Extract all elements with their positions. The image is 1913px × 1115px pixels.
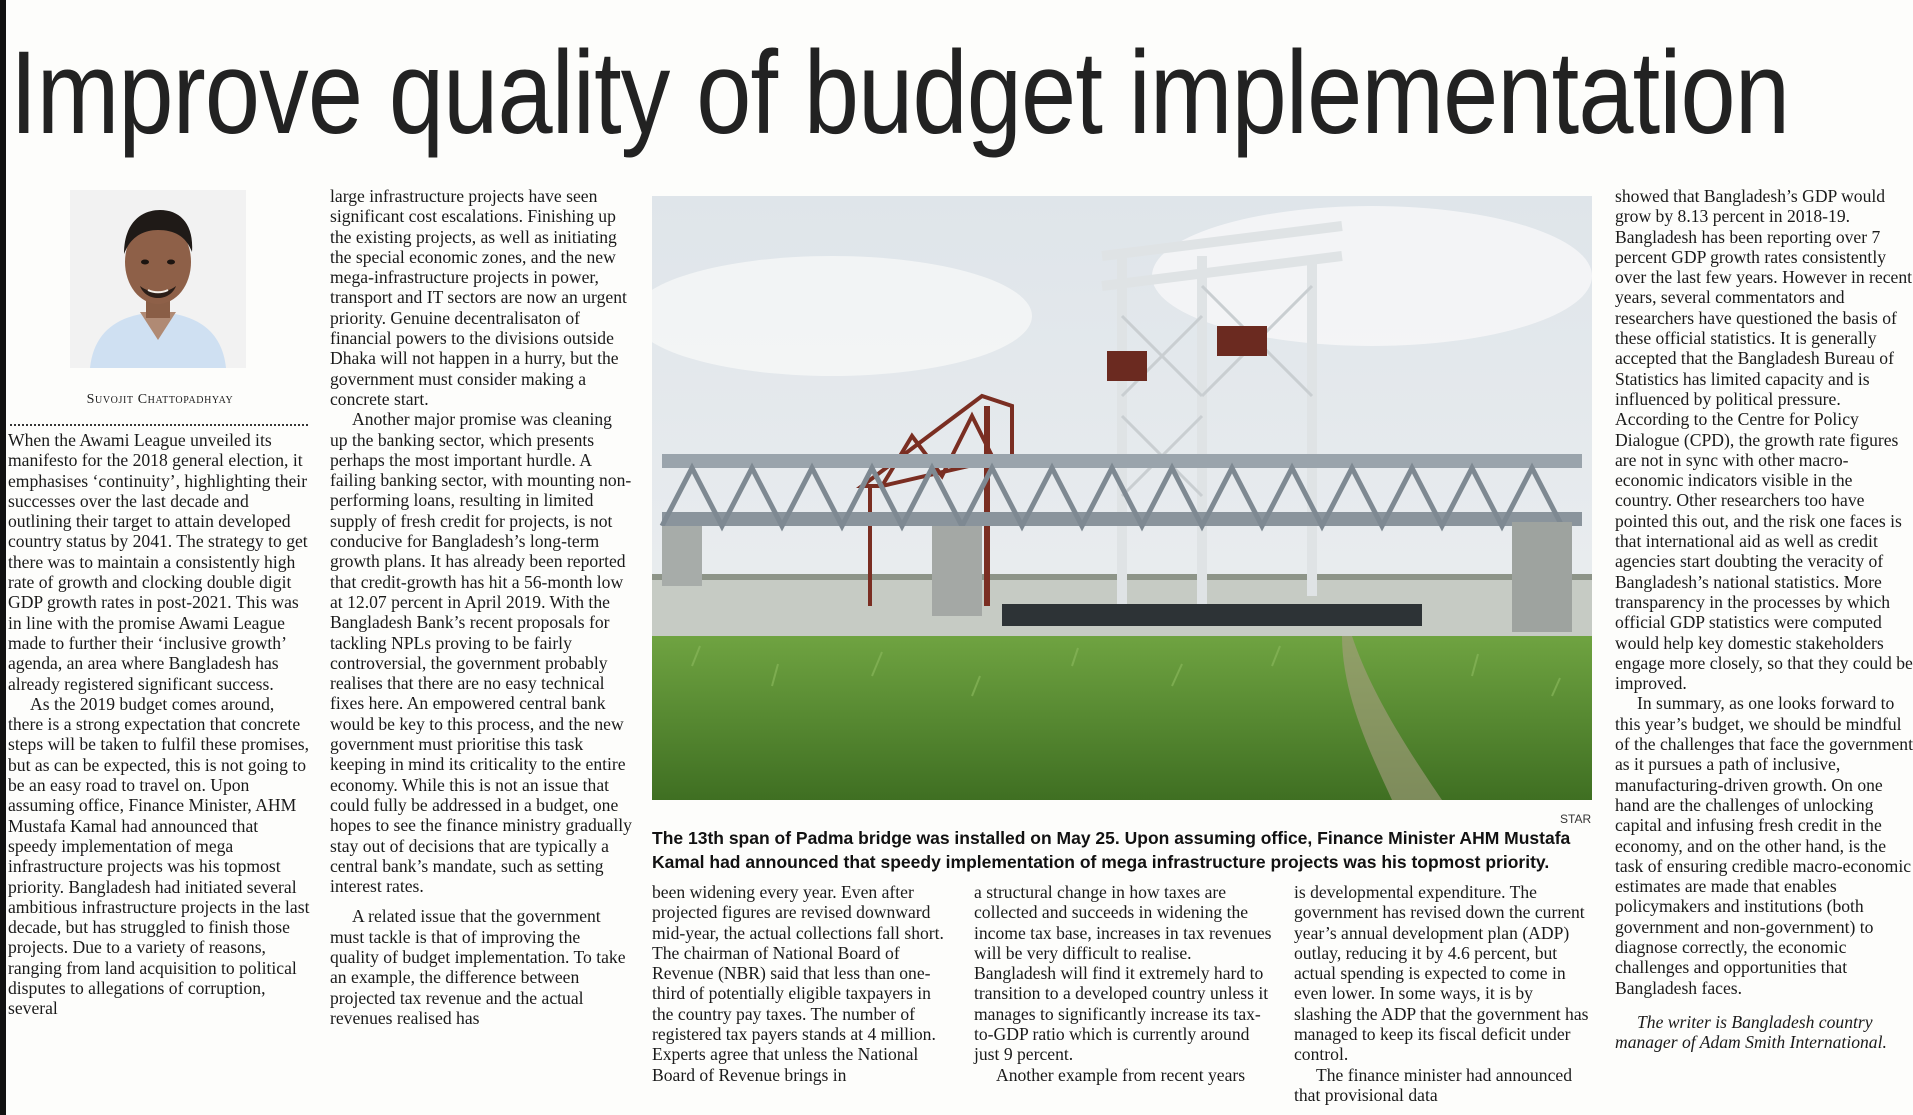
col2-paragraph-2: Another major promise was cleaning up the banking sector, which presents perhaps the most important hurdle. A failing banking sector, with mounting non-performing loans, resulting in limited supply of fresh credit for projects, is not conducive for Bangladesh’s long-term growth plans. It has already been reported that credit-growth has hit a 56-month low at 12.07 percent in April 2019. With the Bangladesh Bank’s recent proposals for tackling NPLs proving to be fairly controversial, the government probably realises that there are no easy technical fixes here. An empowered central bank would be key to this process, and the new government must prioritise this task keeping in mind its criticality to the entire economy. While this is not an issue that could fully be addressed in a budget, one hopes to see the finance ministry gradually stay out of decisions that are typically a central bank’s mandate, such as setting interest rates. xyxy=(330,409,632,897)
col6-paragraph-1: showed that Bangladesh’s GDP would grow by 8.13 percent in 2018-19. Bangladesh has been reporting over 7 percent GDP growth rates consistently over the last few years. However in recent years, several commentators and researchers have questioned the basis of these official statistics. It is generally accepted that the Bangladesh Bureau of Statistics has limited capacity and is influenced by political pressure. According to the Centre for Policy Dialogue (CPD), the growth rate figures are not in sync with other macro-economic indicators visible in the country. Other researchers too have pointed this out, and the risk one faces is that international aid as well as credit agencies start doubting the veracity of Bangladesh’s national statistics. More transparency in the processes by which official GDP statistics were computed would help key domestic stakeholders engage more closely, so that they could be improved. xyxy=(1615,186,1913,694)
col5-paragraph-1: is developmental expenditure. The government has revised down the current year’s annual development plan (ADP) outlay, reducing it by 4.6 percent, but actual spending is expected to come in even lower. In some ways, it is by slashing the ADP that the government has managed to keep its fiscal deficit under control. xyxy=(1294,882,1589,1065)
article-column-3 xyxy=(652,882,952,1085)
col3-paragraph-1: been widening every year. Even after projected figures are revised downward mid-year, the actual collections fall short. The chairman of National Board of Revenue (NBR) said that less than one-third of potentially eligible taxpayers in the country pay taxes. The number of registered tax payers stands at 4 million. Experts agree that unless the National Board of Revenue brings in xyxy=(652,882,944,1085)
author-byline: Suvojit Chattopadhyay xyxy=(86,392,234,407)
photo-credit: STAR xyxy=(1560,812,1592,826)
author-photo xyxy=(70,190,246,368)
col5-paragraph-2: The finance minister had announced that provisional data xyxy=(1294,1064,1572,1105)
article-column-5 xyxy=(1294,882,1594,1105)
headline: Improve quality of budget implementation xyxy=(10,27,1790,159)
caption-line-2: Kamal had announced that speedy implementation of mega infrastructure projects was his topmost priority. xyxy=(652,852,1550,872)
photo-caption xyxy=(652,826,1602,874)
bridge-illustration xyxy=(652,196,1592,800)
article-column-4 xyxy=(974,882,1274,1085)
article-column-1 xyxy=(8,430,310,1019)
padma-bridge-photo xyxy=(652,196,1592,800)
col2-paragraph-1: large infrastructure projects have seen significant cost escalations. Finishing up the existing projects, as well as initiating the special economic zones, and the new mega-infrastructure projects in power, transport and IT sectors are now an urgent priority. Genuine decentralisaton of financial powers to the divisions outside Dhaka will not happen in a hurry, but the government must consider making a concrete start. xyxy=(330,186,627,409)
col1-paragraph-2: As the 2019 budget comes around, there is a strong expectation that concrete steps will be taken to fulfil these promises, but as can be expected, this is not going to be an easy road to travel on. Upon assuming office, Finance Minister, AHM Mustafa Kamal had announced that speedy implementation of mega infrastructure projects was his topmost priority. Bangladesh had initiated several ambitious infrastructure projects in the last decade, but has struggled to finish those projects. Due to a variety of reasons, ranging from land acquisition to political disputes to allegations of corruption, several xyxy=(8,693,310,1019)
author-portrait-image xyxy=(70,190,246,368)
col6-paragraph-2: In summary, as one looks forward to this year’s budget, we should be mindful of the challenges that face the government as it pursues a path of inclusive, manufacturing-driven growth. On one hand are the challenges of unlocking capital and infusing fresh credit in the economy, and on the other hand, is the task of ensuring credible macro-economic estimates are made that enables policymakers and institutions (both government and non-government) to diagnose correctly, the economic challenges and opportunities that Bangladesh faces. xyxy=(1615,693,1913,998)
article-column-2 xyxy=(330,186,632,1028)
caption-line-1: The 13th span of Padma bridge was installed on May 25. Upon assuming office, Finance Minister AHM Mustafa xyxy=(652,828,1571,848)
col1-paragraph-1: When the Awami League unveiled its manifesto for the 2018 general election, it emphasises ‘continuity’, highlighting their successes over the last decade and outlining their target to attain developed country status by 2041. The strategy to get there was to maintain a consistently high rate of growth and clocking double digit GDP growth rates in post-2021. This was in line with the promise Awami League made to further their ‘inclusive growth’ agenda, an area where Bangladesh has already registered significant success. xyxy=(8,430,308,694)
col2-paragraph-3: A related issue that the government must tackle is that of improving the quality of budget implementation. To take an example, the difference between projected tax revenue and the actual revenues realised has xyxy=(330,906,626,1028)
byline-divider xyxy=(10,424,308,426)
page-edge-bar xyxy=(0,0,6,1115)
article-column-6 xyxy=(1615,186,1913,1052)
writer-signoff: The writer is Bangladesh country manager of Adam Smith International. xyxy=(1615,1011,1887,1053)
col4-paragraph-1: a structural change in how taxes are collected and succeeds in widening the income tax base, increases in tax revenues will be very difficult to realise. Bangladesh will find it extremely hard to transition to a developed country unless it manages to significantly increase its tax-to-GDP ratio which is currently around just 9 percent. xyxy=(974,882,1272,1065)
col4-paragraph-2: Another example from recent years xyxy=(996,1064,1246,1085)
